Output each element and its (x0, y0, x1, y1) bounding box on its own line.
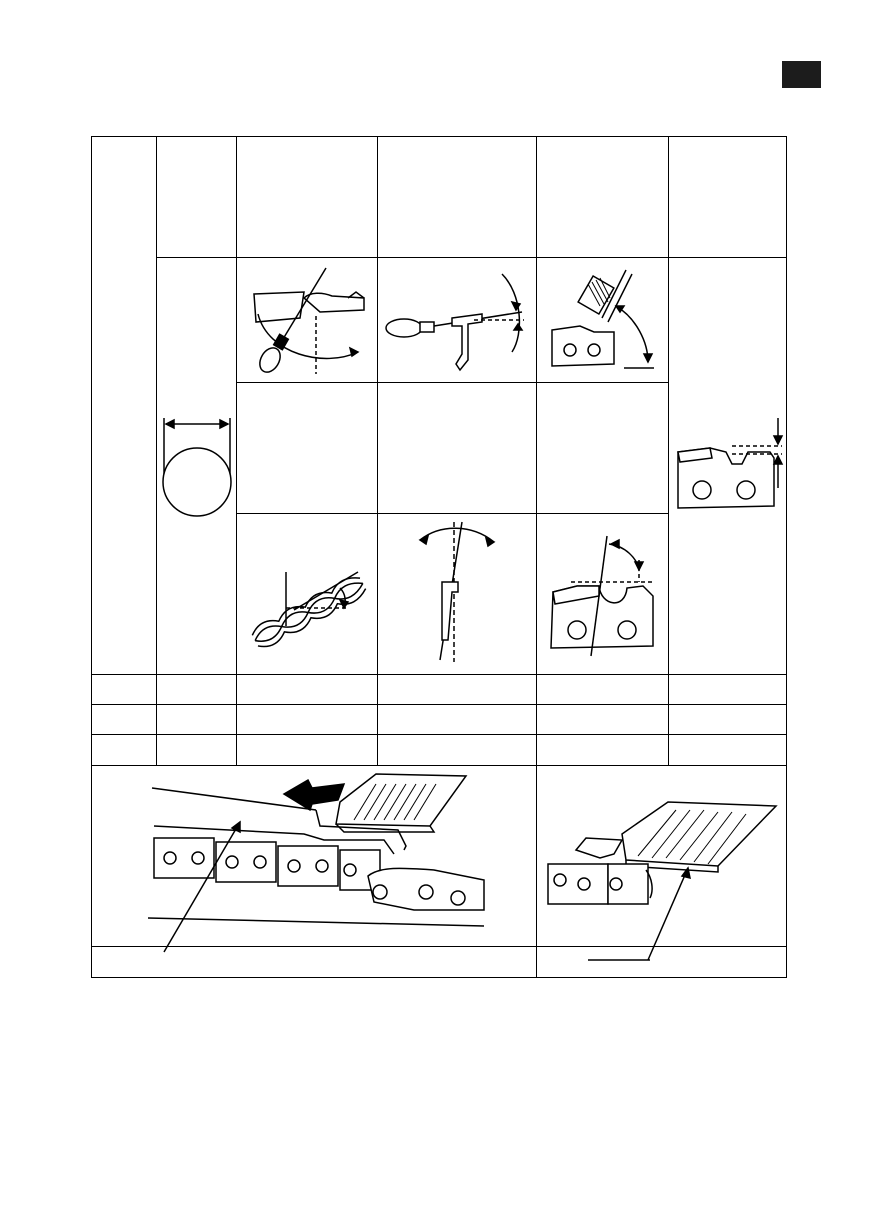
depth-gauge-height-figure (672, 416, 784, 512)
file-tilt-figure (382, 264, 532, 378)
table-divider (236, 136, 237, 765)
table-divider (156, 257, 787, 258)
cutter-side-angle-figure (543, 530, 661, 658)
table-divider (236, 382, 668, 383)
file-angle-figure (240, 262, 372, 378)
gauge-tool-figure (544, 266, 662, 374)
table-divider (91, 704, 787, 705)
table-divider (91, 674, 787, 675)
table-divider (91, 765, 787, 766)
table-divider (377, 136, 378, 765)
table-divider (668, 136, 669, 765)
table-divider (91, 734, 787, 735)
vertical-angle-figure (414, 518, 498, 664)
table-divider (536, 136, 537, 978)
table-divider (156, 136, 157, 765)
table-divider (236, 513, 668, 514)
chain-top-view-figure (242, 542, 372, 652)
chain-guide-figure (144, 770, 490, 956)
cutter-file-figure (542, 798, 782, 964)
file-diameter-figure (160, 414, 234, 520)
language-tab-marker (782, 61, 821, 88)
